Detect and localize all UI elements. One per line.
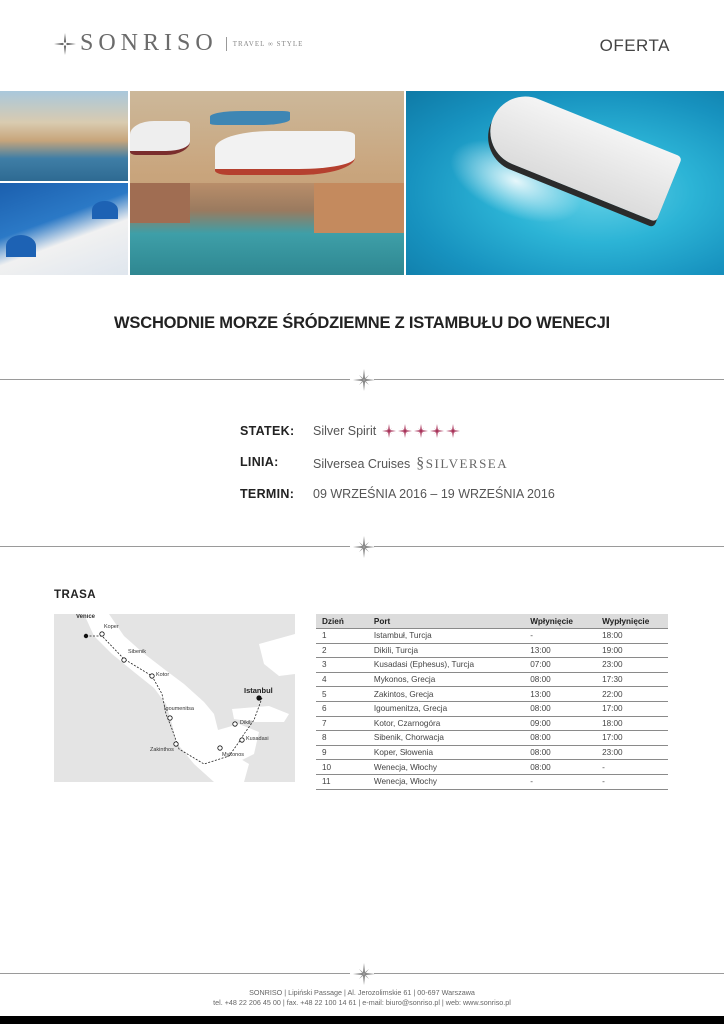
itinerary-table: [316, 614, 668, 790]
brand-tagline: TRAVEL ∞ STYLE: [232, 39, 304, 48]
dates-label: TERMIN:: [240, 487, 295, 501]
table-cell: 9: [316, 745, 368, 760]
table-cell: 08:00: [524, 760, 596, 775]
table-cell: Koper, Słowenia: [368, 745, 524, 760]
line-name: Silversea Cruises: [313, 457, 411, 471]
table-cell: 18:00: [596, 716, 668, 731]
brand-logo: [54, 30, 303, 57]
page-footer: [0, 988, 724, 1008]
table-cell: -: [524, 774, 596, 789]
table-cell: 23:00: [596, 658, 668, 673]
footer-address: SONRISO | Lipiński Passage | Al. Jerozolimskie 61 | 00-697 Warszawa: [249, 988, 475, 997]
photo-venice-canal: [130, 183, 404, 275]
table-row: [316, 672, 668, 687]
column-header: Dzień: [316, 614, 368, 629]
brand-name: SONRISO: [80, 30, 218, 56]
table-cell: 09:00: [524, 716, 596, 731]
photo-cruise-ship: [406, 91, 724, 275]
table-cell: 2: [316, 643, 368, 658]
table-cell: Wenecja, Włochy: [368, 760, 524, 775]
rating-star-icon: [398, 424, 412, 438]
rating-star-icon: [382, 424, 396, 438]
table-cell: Igoumenitza, Grecja: [368, 701, 524, 716]
table-row: [316, 774, 668, 789]
table-cell: 23:00: [596, 745, 668, 760]
table-cell: 17:30: [596, 672, 668, 687]
table-cell: Kusadasi (Ephesus), Turcja: [368, 658, 524, 673]
table-cell: 10: [316, 760, 368, 775]
ship-rating-stars: [382, 424, 462, 438]
table-cell: Zakintos, Grecja: [368, 687, 524, 702]
map-label-zakinthos: Zakinthos: [150, 747, 174, 753]
column-header: Port: [368, 614, 524, 629]
map-label-istanbul: Istanbul: [244, 686, 273, 695]
table-cell: 19:00: [596, 643, 668, 658]
table-header-row: [316, 614, 668, 629]
table-cell: 4: [316, 672, 368, 687]
table-cell: 8: [316, 731, 368, 746]
compass-star-icon: [353, 963, 375, 985]
page-header: [0, 0, 724, 90]
map-label-mykonos: Mykonos: [222, 752, 245, 758]
ship-name: Silver Spirit: [313, 424, 377, 438]
table-cell: Dikili, Turcja: [368, 643, 524, 658]
table-cell: 5: [316, 687, 368, 702]
silversea-logo-mark: §: [416, 455, 426, 472]
bottom-bar: [0, 1016, 724, 1024]
table-row: [316, 745, 668, 760]
map-label-sibenik: Sibenik: [128, 649, 147, 655]
rating-star-icon: [414, 424, 428, 438]
table-cell: Mykonos, Grecja: [368, 672, 524, 687]
line-label: LINIA:: [240, 455, 279, 469]
table-cell: 1: [316, 629, 368, 644]
map-label-igoumenitsa: Igoumenitsa: [164, 706, 194, 712]
table-cell: 08:00: [524, 672, 596, 687]
route-heading: TRASA: [54, 589, 97, 601]
document-type: OFERTA: [599, 36, 670, 55]
table-cell: 22:00: [596, 687, 668, 702]
column-header: Wypłynięcie: [596, 614, 668, 629]
table-cell: 7: [316, 716, 368, 731]
page-title: WSCHODNIE MORZE ŚRÓDZIEMNE Z ISTAMBUŁU DO WENECJI: [114, 314, 610, 332]
map-label-kotor: Kotor: [156, 672, 170, 678]
table-cell: 08:00: [524, 731, 596, 746]
route-map: [54, 614, 295, 782]
compass-star-icon: [353, 369, 375, 391]
ship-label: STATEK:: [240, 424, 295, 438]
map-label-venice: Venice: [76, 614, 96, 620]
route-map-drawing: [54, 614, 295, 782]
table-cell: -: [596, 774, 668, 789]
table-cell: 17:00: [596, 731, 668, 746]
table-cell: -: [524, 629, 596, 644]
table-cell: Sibenik, Chorwacja: [368, 731, 524, 746]
map-label-koper: Koper: [104, 624, 119, 630]
table-row: [316, 687, 668, 702]
photo-santorini: [0, 183, 128, 275]
table-cell: 3: [316, 658, 368, 673]
rating-star-icon: [446, 424, 460, 438]
photo-collage: [0, 91, 724, 275]
map-label-dikili: Dikili: [240, 720, 252, 726]
divider: [0, 964, 724, 984]
photo-harbor: [0, 91, 128, 181]
table-cell: 6: [316, 701, 368, 716]
table-cell: 13:00: [524, 687, 596, 702]
table-cell: 08:00: [524, 745, 596, 760]
ship-value: [313, 424, 462, 438]
line-value: [313, 455, 508, 473]
table-cell: 17:00: [596, 701, 668, 716]
table-cell: Istambuł, Turcja: [368, 629, 524, 644]
compass-star-icon: [54, 33, 76, 55]
dates-value: 09 WRZEŚNIA 2016 – 19 WRZEŚNIA 2016: [313, 487, 555, 501]
table-row: [316, 760, 668, 775]
table-cell: 18:00: [596, 629, 668, 644]
table-row: [316, 731, 668, 746]
table-cell: 07:00: [524, 658, 596, 673]
table-row: [316, 658, 668, 673]
table-row: [316, 716, 668, 731]
table-cell: 11: [316, 774, 368, 789]
table-cell: -: [596, 760, 668, 775]
table-row: [316, 701, 668, 716]
divider: [0, 537, 724, 557]
table-row: [316, 643, 668, 658]
divider: [0, 370, 724, 390]
rating-star-icon: [430, 424, 444, 438]
table-cell: 08:00: [524, 701, 596, 716]
table-cell: Wenecja, Włochy: [368, 774, 524, 789]
logo-divider: [226, 37, 227, 51]
compass-star-icon: [353, 536, 375, 558]
silversea-logo: §SILVERSEA: [416, 455, 509, 472]
table-cell: Kotor, Czarnogóra: [368, 716, 524, 731]
table-cell: 13:00: [524, 643, 596, 658]
table-row: [316, 629, 668, 644]
footer-contact: tel. +48 22 206 45 00 | fax. +48 22 100 14 61 | e-mail: biuro@sonriso.pl | web: www.sonriso.pl: [213, 998, 511, 1007]
column-header: Wpłynięcie: [524, 614, 596, 629]
map-label-kusadasi: Kusadasi: [246, 736, 269, 742]
